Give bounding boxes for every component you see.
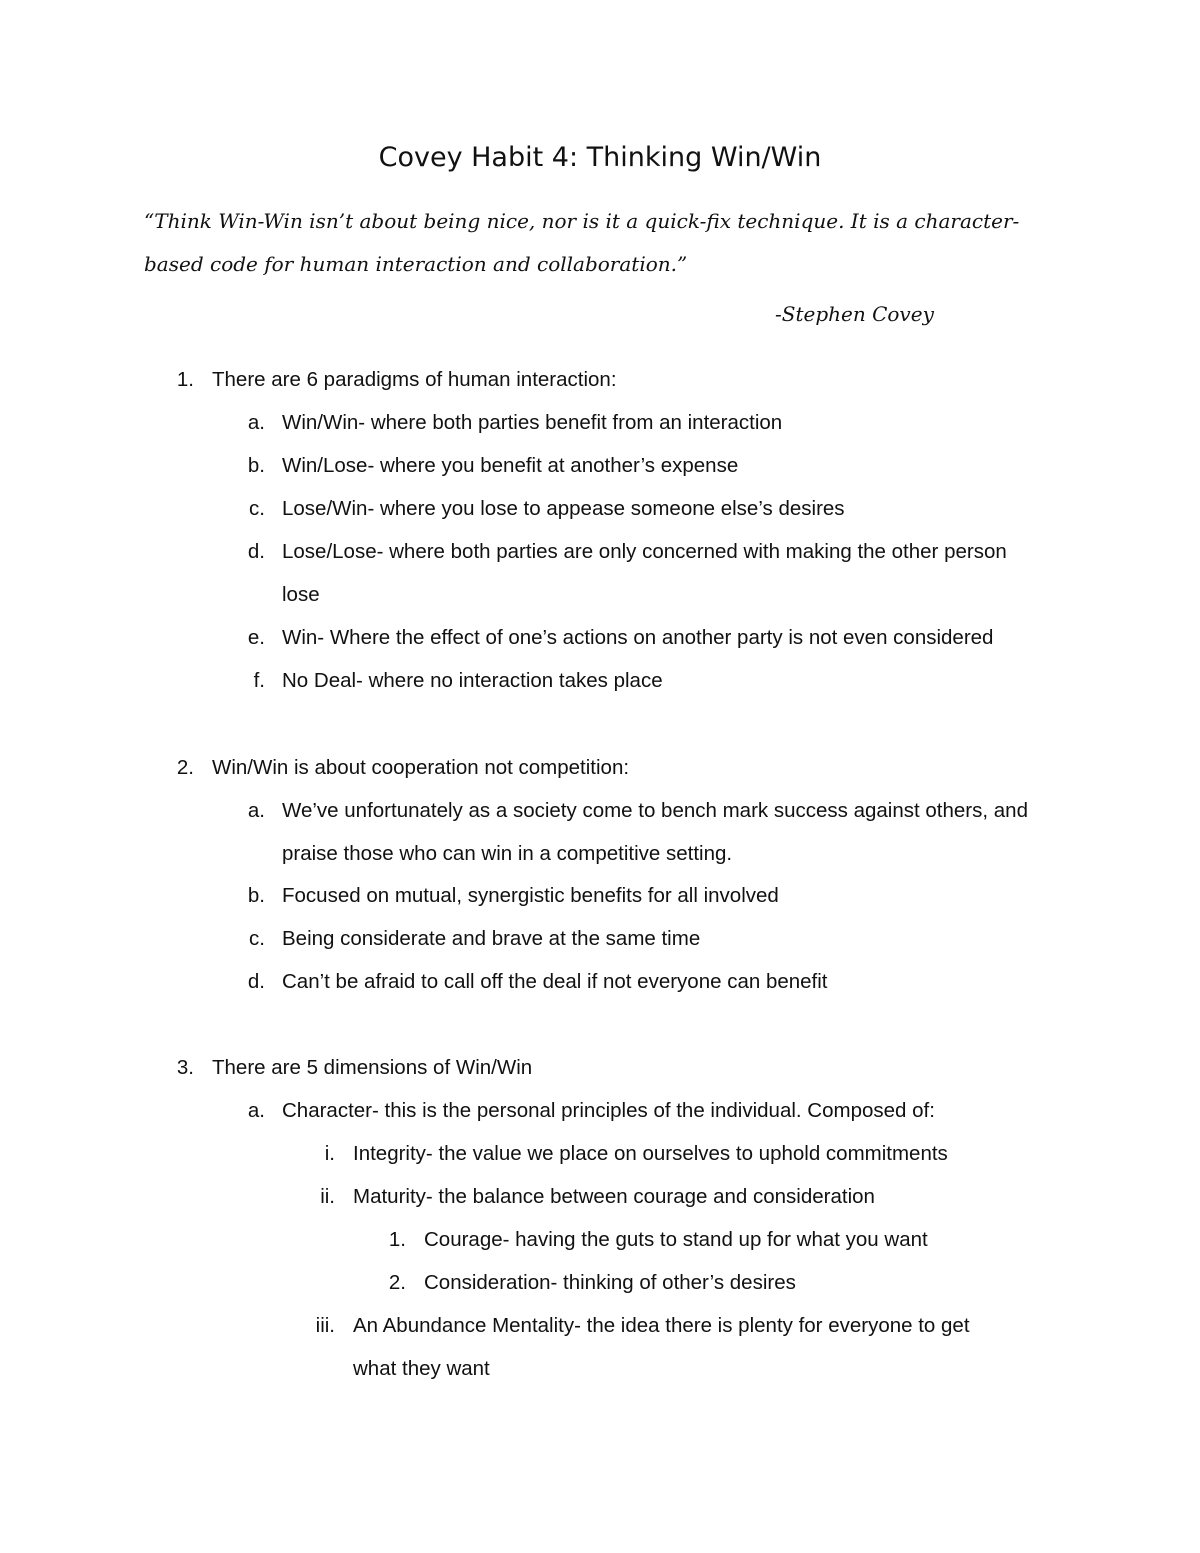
list-item-text: Win/Win- where both parties benefit from an interaction [282, 411, 783, 434]
list-item-text: There are 6 paradigms of human interaction: [212, 368, 617, 391]
list-marker: d. [247, 970, 265, 993]
list-marker: d. [247, 540, 265, 563]
list-marker: 2. [388, 1271, 406, 1294]
list-item-text: Focused on mutual, synergistic benefits for all involved [282, 884, 779, 907]
list-item-text: Courage- having the guts to stand up for what you want [424, 1228, 928, 1251]
list-item-text: Win/Lose- where you benefit at another’s expense [282, 454, 739, 477]
list-marker: ii. [320, 1185, 335, 1208]
list-marker: c. [249, 497, 265, 520]
list-item-text: Character- this is the personal principles of the individual. Composed of: [282, 1099, 935, 1122]
list-item-text: There are 5 dimensions of Win/Win [212, 1056, 533, 1079]
list-item-text: We’ve unfortunately as a society come to bench mark success against others, and [282, 799, 1028, 822]
list-item-text: what they want [353, 1357, 490, 1380]
list-item-text: praise those who can win in a competitive setting. [282, 842, 733, 865]
epigraph-quote: “Think Win-Win isn’t about being nice, nor is it a quick-fix technique. It is a character-based code for human interaction and collaboration.” [144, 209, 1020, 276]
list-item-text: No Deal- where no interaction takes place [282, 669, 663, 692]
list-marker: c. [249, 927, 265, 950]
list-item-text: Maturity- the balance between courage and consideration [353, 1185, 875, 1208]
list-marker: b. [247, 454, 265, 477]
page-title: Covey Habit 4: Thinking Win/Win [378, 142, 822, 173]
list-item-text: Being considerate and brave at the same time [282, 927, 701, 950]
list-marker: e. [247, 626, 265, 649]
list-marker: 3. [176, 1056, 194, 1079]
list-marker: a. [247, 411, 265, 434]
list-item-text: Consideration- thinking of other’s desires [424, 1271, 796, 1294]
list-marker: 1. [176, 368, 194, 391]
list-marker: f. [253, 669, 265, 692]
list-marker: 2. [176, 756, 194, 779]
list-marker: a. [247, 1099, 265, 1122]
quote-attribution: -Stephen Covey [775, 302, 934, 326]
list-item-text: lose [282, 583, 320, 606]
list-marker: 1. [388, 1228, 406, 1251]
list-marker: b. [247, 884, 265, 907]
list-item-text: Can’t be afraid to call off the deal if not everyone can benefit [282, 970, 828, 993]
list-marker: iii. [315, 1314, 335, 1337]
list-item-text: Integrity- the value we place on ourselves to uphold commitments [353, 1142, 948, 1165]
list-item-text: Win- Where the effect of one’s actions on another party is not even considered [282, 626, 994, 649]
list-item-text: An Abundance Mentality- the idea there is plenty for everyone to get [353, 1314, 970, 1337]
list-item-text: Win/Win is about cooperation not competition: [212, 756, 630, 779]
list-item-text: Lose/Win- where you lose to appease someone else’s desires [282, 497, 845, 520]
list-marker: i. [324, 1142, 335, 1165]
list-item-text: Lose/Lose- where both parties are only concerned with making the other person [282, 540, 1007, 563]
list-marker: a. [247, 799, 265, 822]
